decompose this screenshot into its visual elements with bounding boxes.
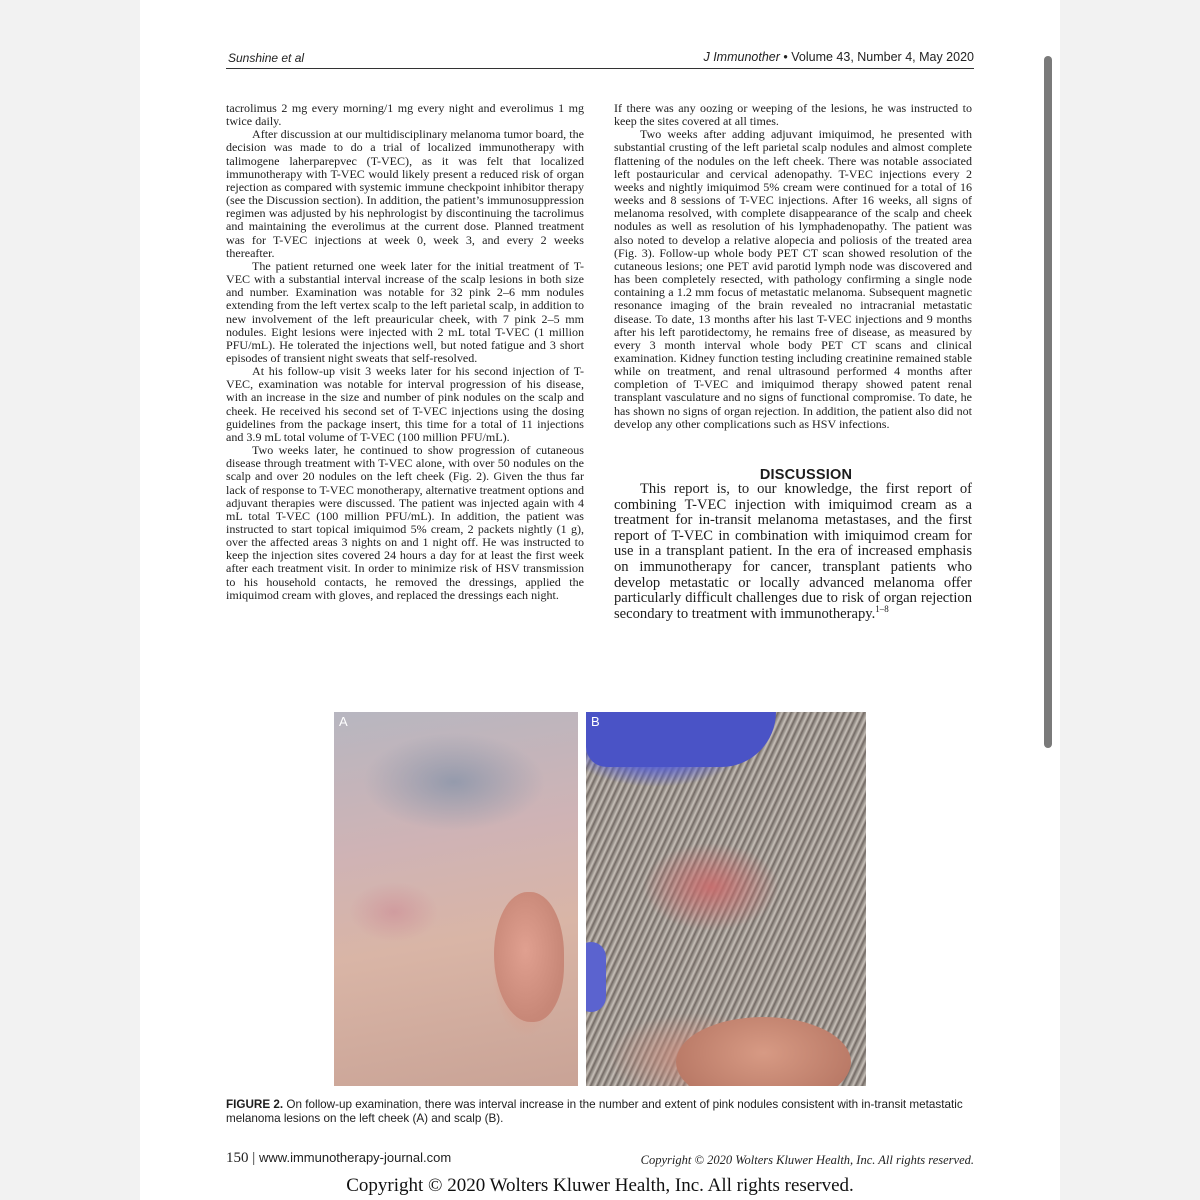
journal-name: J Immunother [703, 50, 780, 64]
figure-caption-text: On follow-up examination, there was interval increase in the number and extent of pink nodules consistent with in-transit metastatic melanoma lesions on the left cheek (A) and scalp (B). [226, 1098, 963, 1125]
page-footer-left [226, 1150, 451, 1167]
paragraph: The patient returned one week later for the initial treatment of T-VEC with a substantial interval increase of the scalp lesions in both size and number. Examination was notable for 32 pink 2–6 mm nodules extending from the left vertex scalp to the left parietal scalp, in addition to new involvement of the left preauricular cheek, with 7 pink 2–5 mm nodules. Eight lesions were injected with 2 mL total T-VEC (1 million PFU/mL). He tolerated the injections well, but noted fatigue and 3 short episodes of transient night sweats that self-resolved. [226, 258, 584, 365]
journal-volume: Volume 43, Number 4, May 2020 [791, 50, 974, 64]
paragraph: Two weeks after adding adjuvant imiquimod, he presented with substantial crusting of the left parietal scalp nodules and almost complete flattening of the nodules on the left cheek. There was notable associated left postauricular and cervical adenopathy. T-VEC injections every 2 weeks and nightly imiquimod 5% cream were continued for a total of 16 weeks and 8 sessions of T-VEC injections. After 16 weeks, all signs of melanoma resolved, with complete disappearance of the scalp and cheek nodules as well as resolution of his lymphadenopathy. The patient was also noted to develop a relative alopecia and poliosis of the treated area (Fig. 3). Follow-up whole body PET CT scan showed resolution of the cutaneous lesions; one PET avid parotid lymph node was discovered and has been completely resected, with pathology confirming a single node containing a 1.2 mm focus of metastatic melanoma. Subsequent magnetic resonance imaging of the brain revealed no intracranial metastatic disease. To date, 13 months after his last T-VEC injections and 9 months after his left parotidectomy, he remains free of disease, as measured by every 3 month interval whole body PET CT scans and clinical examination. Kidney function testing including creatinine remained stable while on treatment, and renal ultrasound performed 4 months after completion of T-VEC and imiquimod therapy showed patent renal transplant vasculature and no signs of functional compromise. To date, he has shown no signs of organ rejection. In addition, the patient also did not develop any other complications such as HSV infections. [614, 127, 972, 431]
glove-shape [586, 712, 776, 767]
running-head-journal [703, 50, 974, 64]
section-heading-discussion: DISCUSSION [759, 466, 853, 483]
copyright-watermark: Copyright © 2020 Wolters Kluwer Health, Inc. All rights reserved. [346, 1175, 854, 1196]
journal-url-link[interactable]: www.immunotherapy-journal.com [259, 1150, 452, 1165]
figure-panel-b-scalp-photo [586, 712, 866, 1086]
footer-separator: | [252, 1150, 256, 1166]
left-text-column [226, 102, 584, 602]
header-bullet: • [783, 50, 788, 64]
ear-shape [676, 1017, 851, 1086]
paragraph: tacrolimus 2 mg every morning/1 mg every night and everolimus 1 mg twice daily. [226, 101, 584, 129]
footer-copyright: Copyright © 2020 Wolters Kluwer Health, Inc. All rights reserved. [640, 1153, 974, 1167]
header-rule [226, 68, 974, 69]
paragraph: If there was any oozing or weeping of the lesions, he was instructed to keep the sites covered at all times. [614, 101, 972, 129]
discussion-text: This report is, to our knowledge, the first report of combining T-VEC injection with imiquimod cream as a treatment for in-transit melanoma metastases, and the first report of T-VEC in combination with imiquimod cream for use in a transplant patient. In the era of increased emphasis on immunotherapy for cancer, transplant patients who develop metastatic or locally advanced melanoma offer particularly difficult challenges due to risk of organ rejection secondary to treatment with immunotherapy. [614, 481, 972, 622]
citation-reference: 1–8 [875, 603, 889, 614]
running-head-authors: Sunshine et al [228, 51, 305, 65]
paragraph: At his follow-up visit 3 weeks later for his second injection of T-VEC, examination was notable for interval progression of his disease, with an increase in the size and number of pink nodules on the scalp and cheek. He received his second set of T-VEC injections using the dosing guidelines from the package insert, this time for a total of 11 injections and 3.9 mL total volume of T-VEC (100 million PFU/mL). [226, 364, 584, 444]
panel-label-a: A [339, 714, 348, 729]
paragraph: Two weeks later, he continued to show progression of cutaneous disease through treatment with T-VEC alone, with over 50 nodules on the scalp and over 20 nodules on the left cheek (Fig. 2). Given the thus far lack of response to T-VEC monotherapy, alternative treatment options and adjuvant therapies were discussed. The patient was injected again with 4 mL total T-VEC (100 million PFU/mL). In addition, the patient was instructed to start topical imiquimod 5% cream, 2 packets nightly (1 g), over the affected areas 3 nights on and 1 night off. He was instructed to keep the injection sites covered 24 hours a day for at least the first week after each treatment visit. In order to minimize risk of HSV transmission to his household contacts, he removed the dressings, applied the imiquimod cream with gloves, and replaced the dressings each night. [226, 443, 584, 602]
glove-finger-shape [586, 942, 606, 1012]
discussion-paragraph [614, 482, 972, 622]
figure-caption [226, 1098, 976, 1126]
page-number: 150 [226, 1150, 249, 1166]
journal-page [140, 0, 1060, 1200]
vertical-scrollbar[interactable] [1044, 56, 1052, 748]
panel-label-b: B [591, 714, 600, 729]
ear-shape [494, 892, 564, 1022]
figure-label: FIGURE 2. [226, 1098, 284, 1111]
right-text-column [614, 102, 972, 622]
paragraph: After discussion at our multidisciplinary melanoma tumor board, the decision was made to do a trial of localized immunotherapy with talimogene laherparepvec (T-VEC), as it was felt that localized immunotherapy with T-VEC would likely present a reduced risk of organ rejection as compared with systemic immune checkpoint inhibitor therapy (see the Discussion section). In addition, the patient’s immunosuppression regimen was adjusted by his nephrologist by discontinuing the tacrolimus and maintaining the everolimus at the current dose. Planned treatment was for T-VEC injections at week 0, week 3, and every 2 weeks thereafter. [226, 127, 584, 260]
figure-panel-a-cheek-photo [334, 712, 578, 1086]
